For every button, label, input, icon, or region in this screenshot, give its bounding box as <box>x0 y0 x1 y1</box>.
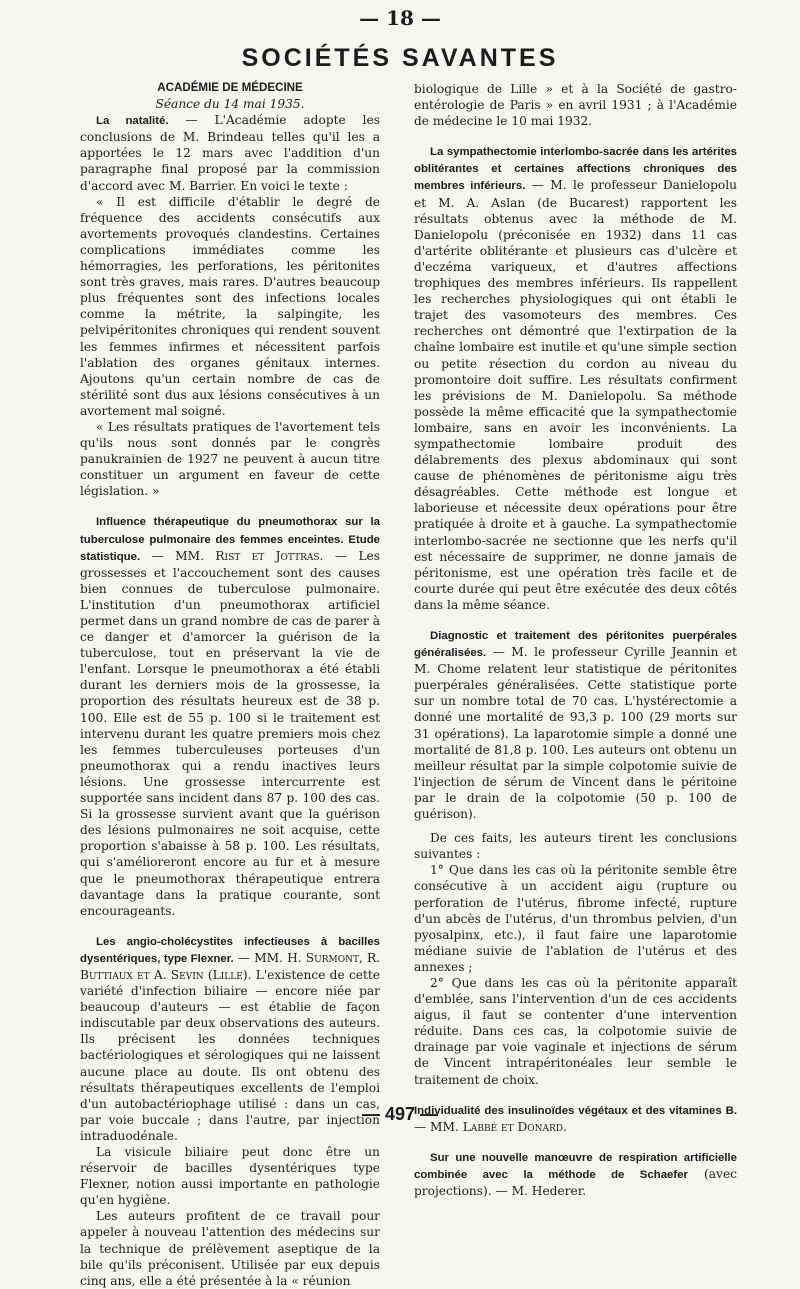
folio-number: — 18 — <box>359 6 441 30</box>
article-paragraph: De ces faits, les auteurs tirent les conclusions suivantes : <box>414 831 737 862</box>
article-pneumothorax <box>80 513 380 918</box>
article-paragraph: « Les résultats pratiques de l'avortement tels qu'ils nous sont donnés par le congrès panukrainien de 1927 ne peuvent à aucun titre constituer un argument en faveur de cette législation. » <box>80 419 380 499</box>
article-authors: — MM. Rist et Jottras. <box>140 548 324 563</box>
article-paragraph: Les auteurs profitent de ce travail pour appeler à nouveau l'attention des médecins sur la technique de prélèvement aseptique de la bile qu'ils préconisent. Utilisée par eux depuis cinq ans, elle a été présentée à la « réunion <box>80 1209 380 1288</box>
article-paragraph: Diagnostic et traitement des péritonites puerpérales généralisées. — M. le professeur Cyrille Jeannin et M. Chome relatent leur statistique de péritonites puerpérales généralisées. Cette statistique porte sur un nombre total de 70 cas. L'hystérectomie a donné une mortalité de 93,3 p. 100 (29 morts sur 31 opérations). La laparotomie simple a donné une mortalité de 81,8 p. 100. Les auteurs ont obtenu un meilleur résultat par la simple colpotomie suivie de l'injection de sérum de Vincent dans le péritoine par le drain de la colpotomie (50 p. 100 de guérison). <box>414 630 737 822</box>
section-heading: ACADÉMIE DE MÉDECINE <box>157 81 303 94</box>
article-paragraph: La sympathectomie interlombo-sacrée dans les artérites oblitérantes et certaines affections chroniques des membres inférieurs. — M. le professeur Danielopolu et M. A. Aslan (de Bucarest) rapportent les résultats obtenus avec la méthode de M. Danielopolu (préconisée en 1932) dans 11 cas d'artérite oblitérante et plusieurs cas d'ulcère et d'eczéma variqueux, et d'autres affections trophiques des membres inférieurs. Ils rappellent les recherches physiologiques qui ont établi le trajet des vasomoteurs des membres. Ces recherches ont démontré que l'extirpation de la chaîne lombaire est inutile et qu'une simple section ou petite résection du cordon au niveau du promontoire doit suffire. Les résultats confirment les prévisions de M. Danielopolu. Sa méthode possède la même efficacité que la sympathectomie lombaire, sans en avoir les inconvénients. La sympathectomie lombaire produit des délabrements des plexus abdominaux qui sont cause de phénomènes de péritonisme aigu très désagréables. Cette méthode est longue et laborieuse et nécessite deux opérations pour être pratiquée à droite et à gauche. La sympathectomie interlombo-sacrée ne sectionne que les nerfs qu'il est nécessaire de supprimer, ne donne jamais de péritonisme, est une opération très facile et de courte durée qui peut être exécutée des deux côtés dans la même séance. <box>414 146 737 612</box>
page-title: SOCIÉTÉS SAVANTES <box>241 44 559 72</box>
article-respiration <box>414 1149 737 1199</box>
article-heading: Sur une nouvelle manœuvre de respiration artificielle combinée avec la méthode de Schaefer <box>414 1151 737 1181</box>
article-heading: Influence thérapeutique du pneumothorax sur la tuberculose pulmonaire des femmes enceintes. Etude statistique. <box>80 516 380 563</box>
article-paragraph: 1° Que dans les cas où la péritonite semble être consécutive à un accident aigu (rupture ou perforation de l'utérus, fibrome infecté, rupture d'un abcès de l'utérus, d'un thrombus pelvien, d'un pyosalpinx, etc.), il faut faire une laparotomie médiane suivie de l'ablation de l'utérus et des annexes ; <box>414 863 737 974</box>
article-heading: Diagnostic et traitement des péritonites puerpérales généralisées. <box>414 630 737 660</box>
article-heading: Individualité des insulinoïdes végétaux et des vitamines B. <box>414 1104 737 1117</box>
article-continuation: biologique de Lille » et à la Société de gastro-entérologie de Paris » en avril 1931 ; à l'Académie de médecine le 10 mai 1932. <box>414 82 737 129</box>
article-paragraph: La visicule biliaire peut donc être un réservoir de bacilles dysentériques type Flexner, notion aussi importante en pathologie qu'en hygiène. <box>80 1145 380 1208</box>
article-paragraph: Sur une nouvelle manœuvre de respiration artificielle combinée avec la méthode de Schaefer (avec projections). — M. Hederer. <box>414 1151 737 1198</box>
page-number: — 497 — <box>361 1104 439 1124</box>
article-paragraph: La natalité. — L'Académie adopte les conclusions de M. Brindeau telles qu'il les a apportées le 12 mars avec l'addition d'un paragraphe final proposé par la commission d'accord avec M. Barrier. En voici le texte : <box>80 113 380 193</box>
article-authors: — MM. Labbé et Donard. <box>414 1119 567 1134</box>
article-heading: Les angio-cholécystites infectieuses à bacilles dysentériques, type Flexner. <box>80 935 380 965</box>
article-peritonites <box>414 627 737 1088</box>
article-paragraph: 2° Que dans les cas où la péritonite apparaît d'emblée, sans l'intervention d'un de ces accidents aigus, il faut se contenter d'une intervention réduite. Dans ces cas, la colpotomie suivie de drainage par voie vaginale et injections de sérum de Vincent intrapéritonéales leur semble le traitement de choix. <box>414 975 737 1087</box>
article-heading: La sympathectomie interlombo-sacrée dans les artérites oblitérantes et certaines affections chroniques des membres inférieurs. <box>414 146 737 193</box>
right-column <box>414 81 737 1199</box>
article-paragraph: Influence thérapeutique du pneumothorax sur la tuberculose pulmonaire des femmes enceintes. Etude statistique. — MM. Rist et Jottras. — Les grossesses et l'accouchement sont des causes bien connues de tuberculose pulmonaire. L'institution d'un pneumothorax artificiel permet dans un grand nombre de cas de parer à ce danger et d'amorcer la guérison de la tuberculose, tout en préservant la vie de l'enfant. Lorsque le pneumothorax a été établi durant les derniers mois de la grossesse, la proportion des résultats heureux est de 38 p. 100. Elle est de 55 p. 100 si le traitement est intervenu durant les quatre premiers mois chez les femmes tuberculeuses porteuses d'un pneumothorax qui a rendu inactives leurs lésions. Une grossesse intercurrente est supportée sans incident dans 87 p. 100 des cas. Si la grossesse survient avant que la guérison des lésions pulmonaires ne soit acquise, cette proportion s'abaisse à 58 p. 100. Les résultats, qui s'amélioreront encore au fur et à mesure que le pneumothorax thérapeutique entrera davantage dans la pratique courante, sont encourageants. <box>80 516 381 918</box>
article-heading: La natalité. <box>96 115 169 128</box>
session-date: Séance du 14 mai 1935. <box>155 97 305 112</box>
article-paragraph: « Il est difficile d'établir le degré de fréquence des accidents consécutifs aux avortements provoqués clandestins. Certaines complications immédiates comme les hémorragies, les perforations, les péritonites sont très graves, mais rares. D'autres beaucoup plus fréquentes sont des infections locales comme la métrite, la salpingite, les pelvipéritonites chroniques qui rendent souvent les femmes infirmes et nécessitent parfois l'ablation des organes génitaux internes. Ajoutons qu'un certain nombre de cas de stérilité sont dus aux lésions consécutives à un avortement mal soigné. <box>80 194 380 418</box>
article-natalite <box>80 112 380 499</box>
article-paragraph: Les angio-cholécystites infectieuses à bacilles dysentériques, type Flexner. — MM. H. Surmont, R. Buttiaux et A. Sevin (Lille). L'existence de cette variété d'infection biliaire — encore niée par beaucoup d'auteurs — est établie de façon indiscutable par deux observations des auteurs. Ils précisent les données techniques bactériologiques et sérologiques qui ne laissent aucune place au doute. Ils ont obtenu des résultats thérapeutiques excellents de l'emploi d'un autobactériophage utilisé : dans un cas, par voie buccale ; dans l'autre, par injection intraduodénale. <box>80 935 381 1143</box>
article-authors: — MM. H. Surmont, R. Buttiaux et A. Sevin (Lille). <box>80 950 381 982</box>
article-sympathectomie <box>414 143 737 613</box>
